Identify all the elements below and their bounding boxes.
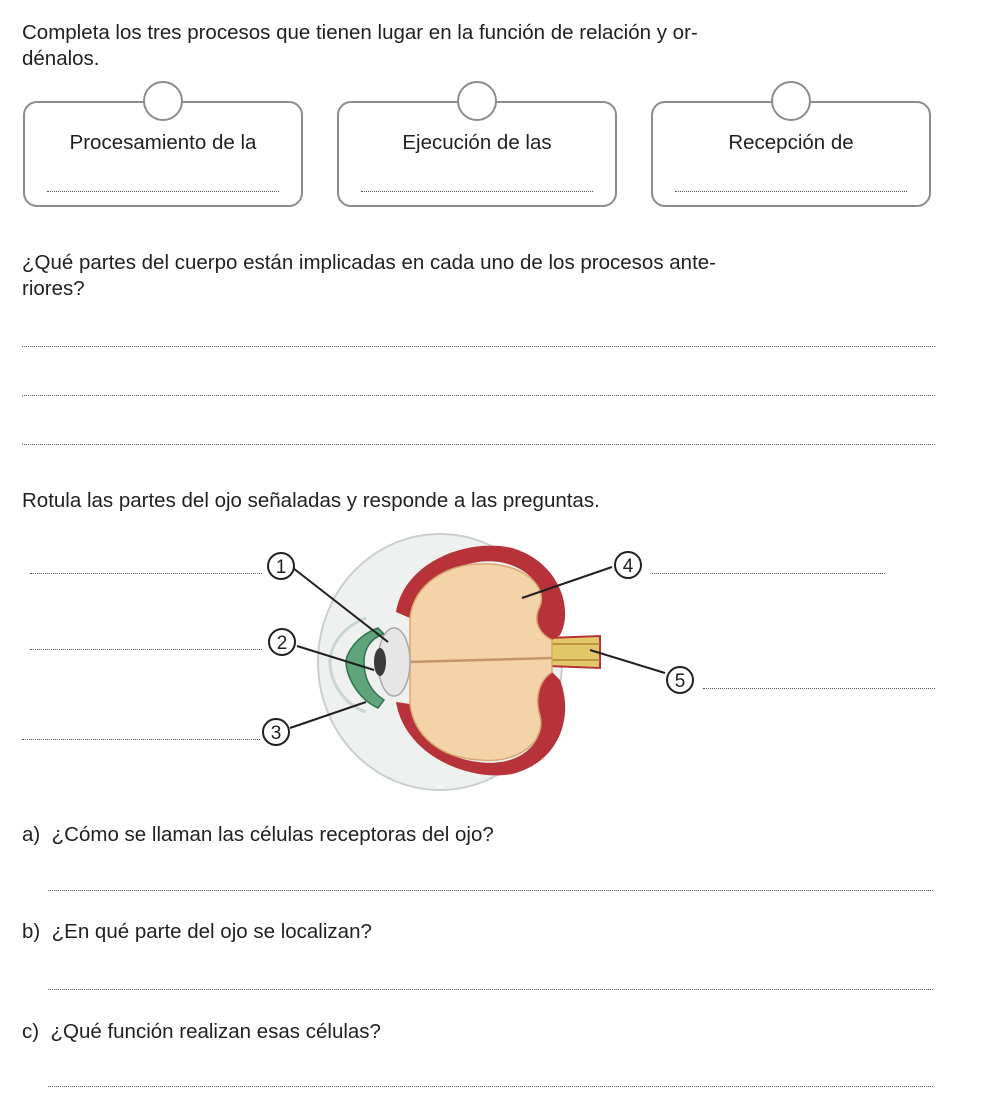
eye-label-number-5: 5	[674, 671, 686, 692]
eye-label-marker-2	[269, 629, 295, 655]
process-label-2: Ejecución de las	[402, 131, 552, 154]
process-card-2	[337, 101, 617, 207]
process-label-1: Procesamiento de la	[69, 131, 257, 154]
answer-line-2[interactable]	[22, 395, 935, 396]
eye-label-number-4: 4	[622, 556, 634, 577]
question-a	[22, 823, 494, 847]
question-a-letter: a)	[22, 823, 41, 846]
pointer-line-5	[590, 650, 665, 673]
question-b	[22, 920, 372, 944]
process-card-3	[651, 101, 931, 207]
answer-line-1[interactable]	[22, 346, 935, 347]
question-a-text: ¿Cómo se llaman las células receptoras del ojo?	[51, 823, 494, 846]
question-c-text: ¿Qué función realizan esas células?	[50, 1020, 381, 1043]
eye-label-number-2: 2	[276, 633, 288, 654]
process-card-1	[23, 101, 303, 207]
question-c	[22, 1020, 381, 1044]
process-blank-2[interactable]	[361, 191, 593, 192]
answer-line-b[interactable]	[48, 989, 933, 990]
order-circle-2[interactable]	[457, 81, 497, 121]
eye-label-marker-1	[268, 553, 294, 579]
eye-label-number-3: 3	[270, 723, 282, 744]
process-label-3: Recepción de	[728, 131, 854, 154]
question-b-text: ¿En qué parte del ojo se localizan?	[51, 920, 372, 943]
eye-label-marker-3	[263, 719, 289, 745]
question-c-letter: c)	[22, 1020, 40, 1043]
eye-label-marker-5	[667, 667, 693, 693]
instruction-eye: Rotula las partes del ojo señaladas y responde a las preguntas.	[22, 489, 600, 512]
eye-diagram	[0, 520, 1000, 810]
instruction-body-parts: ¿Qué partes del cuerpo están implicadas en cada uno de los procesos ante- riores?	[22, 251, 716, 300]
answer-line-3[interactable]	[22, 444, 935, 445]
eye-label-marker-4	[615, 552, 641, 578]
process-blank-3[interactable]	[675, 191, 907, 192]
eye-label-number-1: 1	[275, 557, 287, 578]
order-circle-3[interactable]	[771, 81, 811, 121]
order-circle-1[interactable]	[143, 81, 183, 121]
question-b-letter: b)	[22, 920, 41, 943]
answer-line-a[interactable]	[48, 890, 933, 891]
optic-nerve	[548, 636, 600, 668]
answer-line-c[interactable]	[48, 1086, 933, 1087]
instruction-processes: Completa los tres procesos que tienen lugar en la función de relación y or- dénalos.	[22, 21, 698, 70]
process-blank-1[interactable]	[47, 191, 279, 192]
